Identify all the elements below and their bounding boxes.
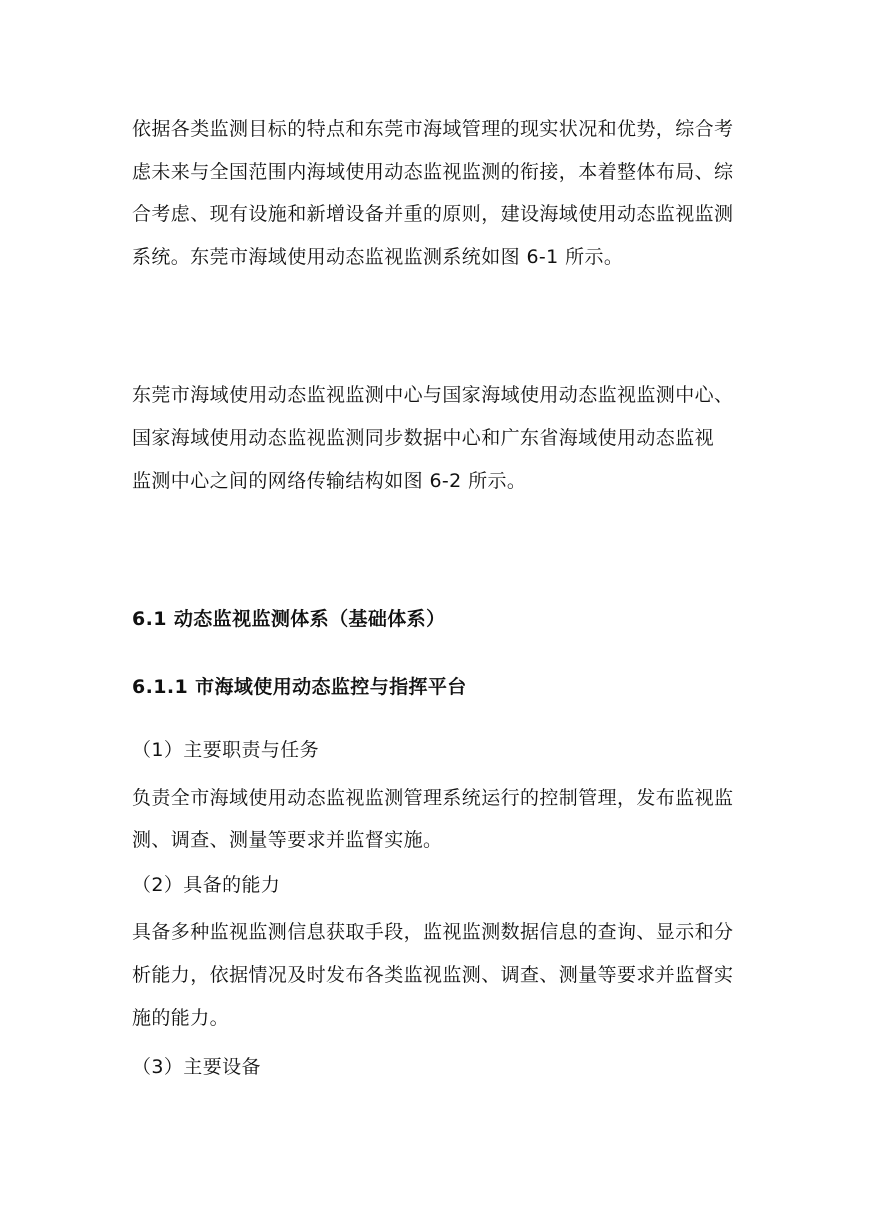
network-line-1: 东莞市海域使用动态监视监测中心与国家海域使用动态监视监测中心、	[132, 384, 734, 406]
item-2-line-2: 析能力，依据情况及时发布各类监视监测、调查、测量等要求并监督实	[132, 964, 734, 986]
intro-line-2: 虑未来与全国范围内海域使用动态监视监测的衔接，本着整体布局、综	[132, 161, 734, 183]
section-6-1-1-heading: 6.1.1 市海域使用动态监控与指挥平台	[132, 676, 467, 698]
item-2-line-3: 施的能力。	[132, 1007, 230, 1029]
intro-line-4: 系统。东莞市海域使用动态监视监测系统如图 6-1 所示。	[132, 246, 624, 268]
intro-line-1: 依据各类监测目标的特点和东莞市海域管理的现实状况和优势，综合考	[132, 118, 734, 140]
item-1-line-1: 负责全市海域使用动态监视监测管理系统运行的控制管理，发布监视监	[132, 787, 734, 809]
item-3-label: （3）主要设备	[132, 1056, 261, 1078]
network-line-2: 国家海域使用动态监视监测同步数据中心和广东省海域使用动态监视	[132, 427, 715, 449]
item-2-label: （2）具备的能力	[132, 874, 281, 896]
item-2-line-1: 具备多种监视监测信息获取手段，监视监测数据信息的查询、显示和分	[132, 921, 734, 943]
network-line-3: 监测中心之间的网络传输结构如图 6-2 所示。	[132, 470, 527, 492]
intro-line-3: 合考虑、现有设施和新增设备并重的原则，建设海域使用动态监视监测	[132, 203, 734, 225]
section-6-1-heading: 6.1 动态监视监测体系（基础体系）	[132, 608, 446, 630]
item-1-line-2: 测、调查、测量等要求并监督实施。	[132, 829, 443, 851]
item-1-label: （1）主要职责与任务	[132, 739, 320, 761]
